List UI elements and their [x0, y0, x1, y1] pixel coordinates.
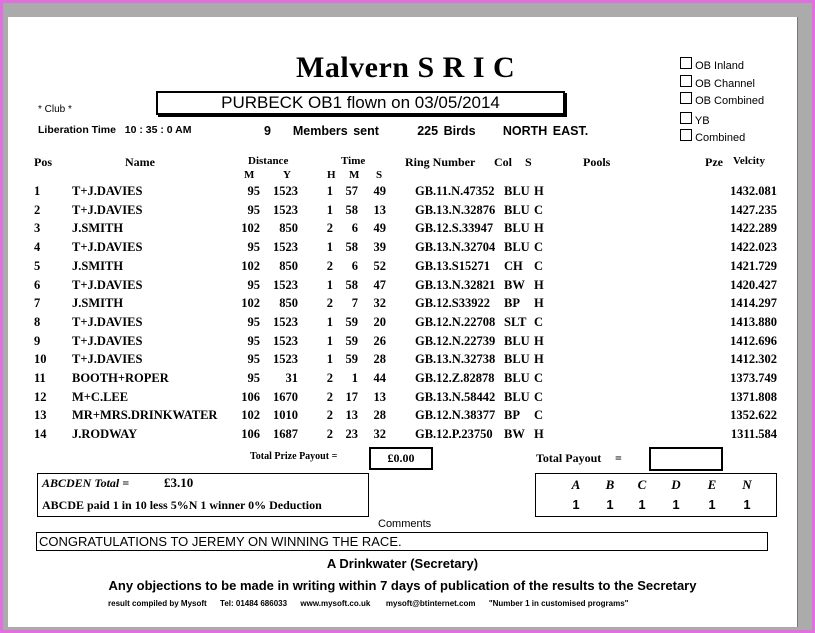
row-sex: C	[534, 389, 544, 404]
total-payout-label: Total Payout	[536, 451, 602, 465]
row-sex: C	[534, 408, 544, 423]
row-pos: 2	[34, 202, 41, 217]
row-colour: BP	[504, 408, 520, 423]
pool-value: 1	[708, 497, 716, 512]
row-velocity: 1427.235	[730, 202, 777, 217]
row-minutes: 23	[345, 427, 358, 442]
race-title: PURBECK OB1 flown on 03/05/2014	[156, 91, 565, 115]
race-summary	[264, 124, 588, 138]
row-miles: 102	[241, 408, 260, 423]
row-sex: C	[534, 202, 544, 217]
row-ring: GB.12.P.23750	[415, 427, 493, 442]
row-velocity: 1412.302	[730, 352, 777, 367]
col-pools: Pools	[583, 155, 611, 169]
option-label: OB Combined	[695, 95, 765, 107]
row-yards: 31	[285, 371, 298, 385]
option-label: OB Channel	[695, 77, 755, 90]
pool-value: 1	[606, 497, 614, 512]
row-hours: 2	[326, 427, 333, 442]
row-hours: 2	[326, 408, 333, 423]
col-colour: Col	[494, 155, 512, 169]
row-sex: H	[534, 277, 544, 292]
col-miles: M	[244, 169, 255, 181]
row-colour: BP	[504, 296, 520, 311]
row-name: T+J.DAVIES	[72, 202, 143, 217]
row-velocity: 1373.749	[730, 371, 777, 385]
row-pos: 1	[34, 184, 41, 198]
row-name: T+J.DAVIES	[72, 277, 143, 292]
row-velocity: 1421.729	[730, 258, 777, 273]
row-yards: 1523	[273, 184, 298, 198]
compiled-by: result compiled by Mysoft	[108, 599, 207, 608]
row-miles: 95	[247, 333, 260, 348]
row-ring: GB.13.N.58442	[415, 389, 496, 404]
row-hours: 1	[326, 314, 333, 329]
row-seconds: 49	[373, 221, 386, 236]
ob-combined-checkbox[interactable]	[680, 92, 692, 104]
row-velocity: 1422.023	[730, 240, 777, 255]
pool-value: 1	[572, 497, 580, 512]
total-prize-value: £0.00	[369, 447, 433, 470]
col-ring: Ring Number	[405, 155, 476, 169]
row-sex: H	[534, 221, 544, 236]
col-distance: Distance	[248, 155, 289, 167]
row-pos: 14	[34, 427, 47, 442]
ob-inland-checkbox[interactable]	[680, 57, 692, 69]
row-yards: 1523	[273, 314, 298, 329]
row-seconds: 28	[373, 352, 386, 367]
row-sex: C	[534, 258, 544, 273]
row-minutes: 59	[345, 314, 358, 329]
row-ring: GB.13.S15271	[415, 258, 491, 273]
row-seconds: 13	[373, 389, 386, 404]
row-pos: 7	[34, 296, 41, 311]
col-name: Name	[125, 155, 155, 169]
total-payout-equals: =	[615, 451, 622, 465]
row-colour: BLU	[504, 389, 530, 404]
row-hours: 1	[326, 240, 333, 255]
row-miles: 95	[247, 202, 260, 217]
option-ob-combined[interactable]	[680, 92, 764, 110]
row-miles: 102	[241, 221, 260, 236]
option-ob-inland[interactable]	[680, 57, 764, 75]
abcden-value: £3.10	[164, 475, 194, 490]
row-yards: 1687	[273, 427, 298, 442]
col-sex: S	[525, 155, 532, 169]
row-hours: 1	[326, 277, 333, 292]
row-name: M+C.LEE	[72, 389, 129, 404]
pool-header: E	[707, 477, 717, 492]
total-payout-value	[649, 447, 723, 471]
row-velocity: 1352.622	[730, 408, 777, 423]
row-miles: 95	[247, 277, 260, 292]
comments-text[interactable]: CONGRATULATIONS TO JEREMY ON WINNING THE RACE.	[36, 532, 768, 551]
row-name: T+J.DAVIES	[72, 333, 143, 348]
row-yards: 850	[279, 221, 298, 236]
row-velocity: 1414.297	[730, 296, 777, 311]
row-pos: 8	[34, 314, 41, 329]
row-seconds: 47	[373, 277, 386, 292]
row-miles: 106	[241, 427, 260, 442]
pool-header: C	[637, 477, 647, 492]
slogan: "Number 1 in customised programs"	[488, 599, 629, 608]
row-yards: 850	[279, 296, 298, 311]
row-minutes: 58	[345, 240, 358, 255]
row-minutes: 1	[351, 371, 358, 385]
row-seconds: 28	[373, 408, 386, 423]
pool-header: N	[742, 477, 752, 492]
club-title: Malvern S R I C	[296, 51, 516, 84]
combined-checkbox[interactable]	[680, 129, 692, 141]
liberation-label: Liberation Time	[38, 124, 116, 136]
row-minutes: 58	[345, 202, 358, 217]
members-label: Members sent	[292, 124, 379, 138]
row-minutes: 6	[351, 258, 358, 273]
option-label: OB Inland	[695, 60, 744, 72]
option-yb[interactable]	[680, 112, 764, 130]
row-name: J.SMITH	[72, 258, 124, 273]
row-yards: 1670	[273, 389, 298, 404]
row-seconds: 20	[373, 314, 386, 329]
row-ring: GB.12.S.33947	[415, 221, 494, 236]
row-sex: H	[534, 333, 544, 348]
row-colour: BLU	[504, 184, 530, 198]
total-prize-label: Total Prize Payout =	[250, 451, 338, 462]
email-link[interactable]: mysoft@btinternet.com	[385, 599, 476, 608]
option-combined[interactable]	[680, 129, 764, 147]
col-velocity: Velcity	[733, 155, 765, 167]
row-minutes: 59	[345, 333, 358, 348]
row-minutes: 6	[351, 221, 358, 236]
row-name: J.SMITH	[72, 221, 124, 236]
pool-value: 1	[638, 497, 646, 512]
row-colour: BW	[504, 277, 525, 292]
col-hours: H	[327, 169, 336, 181]
row-name: MR+MRS.DRINKWATER	[72, 408, 218, 423]
row-colour: SLT	[504, 314, 527, 329]
row-hours: 2	[326, 258, 333, 273]
results-sheet	[8, 17, 798, 627]
row-miles: 95	[247, 184, 260, 198]
row-ring: GB.13.N.32876	[415, 202, 496, 217]
row-hours: 2	[326, 389, 333, 404]
row-seconds: 32	[373, 296, 386, 311]
row-minutes: 59	[345, 352, 358, 367]
row-pos: 13	[34, 408, 47, 423]
row-ring: GB.12.N.22708	[415, 314, 496, 329]
col-pos: Pos	[34, 155, 52, 169]
row-hours: 2	[326, 296, 333, 311]
row-miles: 102	[241, 296, 260, 311]
comments-label: Comments	[378, 518, 432, 530]
row-pos: 11	[34, 371, 46, 385]
direction: NORTH EAST.	[502, 124, 589, 138]
row-name: T+J.DAVIES	[72, 314, 143, 329]
row-name: T+J.DAVIES	[72, 352, 143, 367]
credits-line	[108, 599, 628, 608]
row-velocity: 1371.808	[730, 389, 777, 404]
option-label: YB	[694, 114, 710, 127]
row-ring: GB.12.N.38377	[415, 408, 496, 423]
telephone: Tel: 01484 686033	[220, 599, 288, 608]
col-minutes: M	[349, 169, 360, 181]
row-ring: GB.12.N.22739	[415, 333, 496, 348]
row-ring: GB.11.N.47352	[415, 184, 495, 198]
row-name: J.SMITH	[72, 296, 124, 311]
row-miles: 95	[247, 352, 260, 367]
pool-header: B	[605, 477, 615, 492]
row-seconds: 39	[373, 240, 386, 255]
abcden-note: ABCDE paid 1 in 10 less 5%N 1 winner 0% Deduction	[42, 498, 322, 512]
objections-notice: Any objections to be made in writing within 7 days of publication of the results to the Secretary	[108, 578, 697, 593]
option-label: Combined	[695, 132, 746, 144]
row-yards: 1010	[273, 408, 298, 423]
row-velocity: 1412.696	[730, 333, 777, 348]
row-ring: GB.13.N.32738	[415, 352, 496, 367]
row-ring: GB.13.N.32704	[415, 240, 496, 255]
row-colour: BLU	[504, 240, 530, 255]
option-ob-channel[interactable]	[680, 75, 764, 93]
row-pos: 3	[34, 221, 41, 236]
row-yards: 1523	[273, 277, 298, 292]
website-link[interactable]: www.mysoft.co.uk	[300, 599, 371, 608]
row-miles: 102	[241, 258, 260, 273]
pool-header: A	[571, 477, 581, 492]
row-colour: BW	[504, 427, 525, 442]
row-minutes: 7	[351, 296, 358, 311]
row-seconds: 13	[373, 202, 386, 217]
row-pos: 4	[34, 240, 41, 255]
row-sex: C	[534, 371, 544, 385]
birds-count: 225 Birds	[417, 124, 476, 138]
col-yards: Y	[283, 169, 291, 181]
row-velocity: 1432.081	[730, 184, 777, 198]
row-pos: 12	[34, 389, 47, 404]
race-options	[680, 57, 764, 147]
row-minutes: 57	[345, 184, 358, 198]
row-pos: 9	[34, 333, 41, 348]
row-name: BOOTH+ROPER	[72, 371, 169, 385]
row-hours: 2	[326, 371, 333, 385]
row-seconds: 52	[373, 258, 386, 273]
row-sex: H	[534, 352, 544, 367]
col-seconds: S	[376, 169, 383, 181]
row-name: T+J.DAVIES	[72, 240, 143, 255]
col-time: Time	[341, 155, 366, 167]
row-minutes: 13	[345, 408, 358, 423]
row-sex: C	[534, 314, 544, 329]
row-velocity: 1413.880	[730, 314, 777, 329]
row-seconds: 44	[373, 371, 386, 385]
row-colour: BLU	[504, 352, 530, 367]
members-count: 9	[264, 124, 271, 138]
row-seconds: 26	[373, 333, 386, 348]
row-hours: 1	[326, 352, 333, 367]
row-sex: H	[534, 296, 544, 311]
row-yards: 1523	[273, 202, 298, 217]
row-hours: 1	[326, 184, 333, 198]
row-velocity: 1311.584	[730, 427, 777, 442]
row-ring: GB.12.Z.82878	[415, 371, 495, 385]
row-pos: 5	[34, 258, 41, 273]
pool-value: 1	[672, 497, 680, 512]
row-ring: GB.12.S33922	[415, 296, 491, 311]
row-colour: BLU	[504, 333, 530, 348]
liberation-time	[38, 124, 191, 136]
row-miles: 95	[247, 240, 260, 255]
row-velocity: 1420.427	[730, 277, 777, 292]
row-hours: 2	[326, 221, 333, 236]
row-sex: H	[534, 184, 544, 198]
row-colour: CH	[504, 258, 523, 273]
row-yards: 1523	[273, 240, 298, 255]
row-ring: GB.13.N.32821	[415, 277, 496, 292]
pools-summary	[535, 473, 777, 517]
row-colour: BLU	[504, 202, 530, 217]
pool-header: D	[671, 477, 681, 492]
row-yards: 850	[279, 258, 298, 273]
abcden-box	[37, 473, 369, 517]
row-yards: 1523	[273, 333, 298, 348]
row-pos: 10	[34, 352, 47, 367]
row-minutes: 17	[345, 389, 358, 404]
row-pos: 6	[34, 277, 41, 292]
liberation-value: 10 : 35 : 0 AM	[124, 124, 192, 136]
abcden-label: ABCDEN Total =	[42, 476, 130, 490]
yb-checkbox[interactable]	[680, 112, 692, 124]
club-label: * Club *	[38, 104, 72, 115]
col-pze: Pze	[705, 155, 723, 169]
row-minutes: 58	[345, 277, 358, 292]
row-velocity: 1422.289	[730, 221, 777, 236]
row-colour: BLU	[504, 221, 530, 236]
row-miles: 95	[247, 314, 260, 329]
row-yards: 1523	[273, 352, 298, 367]
ob-channel-checkbox[interactable]	[680, 75, 692, 87]
row-seconds: 32	[373, 427, 386, 442]
row-colour: BLU	[504, 371, 530, 385]
row-miles: 106	[241, 389, 260, 404]
row-name: T+J.DAVIES	[72, 184, 143, 198]
pool-value: 1	[743, 497, 751, 512]
secretary: A Drinkwater (Secretary)	[326, 556, 479, 571]
row-sex: C	[534, 240, 544, 255]
row-name: J.RODWAY	[72, 427, 138, 442]
row-hours: 1	[326, 333, 333, 348]
row-sex: H	[534, 427, 544, 442]
row-hours: 1	[326, 202, 333, 217]
row-miles: 95	[247, 371, 260, 385]
row-seconds: 49	[373, 184, 386, 198]
